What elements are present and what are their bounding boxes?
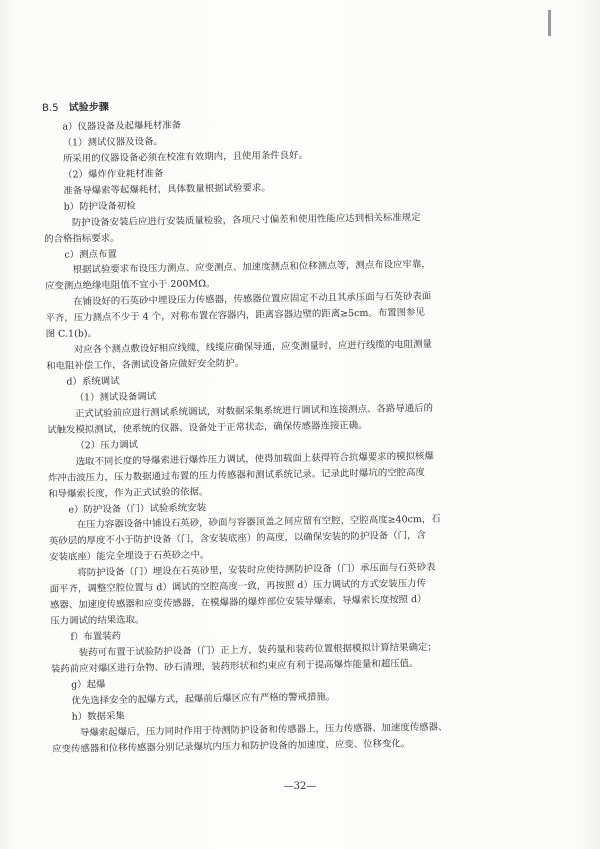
text-line: e）防护设备（门）试验系统安装 — [68, 501, 207, 516]
paragraph-lines — [42, 113, 497, 757]
text-line: 准备导爆索等起爆耗材，具体数量根据试验要求。 — [63, 182, 271, 197]
text-line: a）仪器设备及起爆耗材准备 — [62, 119, 182, 133]
text-line: （1）测试仪器及设备。 — [62, 136, 164, 149]
text-line: d）系统调试 — [66, 375, 120, 388]
text-line: b）防护设备初检 — [63, 200, 136, 213]
text-line: 在铺设好的石英砂中埋设压力传感器，传感器位置应固定不动且其承压面与石英砂表面 — [73, 291, 432, 308]
section-title: 试验步骤 — [68, 101, 109, 114]
scan-artifact-mark — [548, 10, 551, 36]
text-line: 在压力容器设备中铺设石英砂，砂面与容器顶盖之间应留有空腔，空腔高度≥40cm，石 — [76, 514, 441, 531]
text-line: 优先选择安全的起爆方式，起爆前后爆区应有严格的警戒措施。 — [71, 691, 336, 707]
section-number: B.5 — [42, 102, 59, 114]
text-line: 试触发模拟测试，使系统的仪器、设备处于正常状态，确保传感器连接正确。 — [47, 419, 368, 436]
text-line: 选取不同长度的导爆索进行爆炸压力调试，使得加载面上获得符合抗爆要求的模拟核爆 — [75, 450, 434, 468]
text-line: 正式试验前应进行测试系统调试，对数据采集系统进行调试和连接测点、各路导通后的 — [74, 402, 434, 420]
text-line: g）起爆 — [71, 678, 106, 691]
text-line: （2）压力调试 — [75, 439, 139, 452]
text-line: 和导爆索长度，作为正式试验的依据。 — [48, 485, 209, 500]
text-line: 面平齐，调整空腔位置与 d）调试的空腔高度一致，再按照 d）压力调试的方式安装压力传 — [49, 578, 427, 596]
text-line: （2）爆炸作业耗材准备 — [63, 167, 164, 181]
text-line: h）数据采集 — [71, 710, 125, 723]
text-line: 应变传感器和位移传感器分别记录爆坑内压力和防护设备的加速度、应变、位移变化。 — [52, 737, 411, 755]
text-line: 感器、加速度传感器和应变传感器，在模爆器的爆炸部位安装导爆索，导爆索长度按照 d） — [49, 594, 427, 612]
text-line: 根据试验要求布设压力测点、应变测点、加速度测点和位移测点等，测点布设应牢靠， — [72, 259, 431, 276]
text-line: 安装底座）能完全埋设于石英砂之中。 — [49, 549, 210, 564]
text-line: 装药可布置于试验防护设备（门）正上方，装药量和装药位置根据模拟计算结果确定； — [78, 641, 437, 659]
text-line: （1）测试设备调试 — [74, 391, 157, 404]
document-body — [42, 93, 497, 757]
text-line: 图 C.1(b)。 — [45, 328, 98, 341]
text-line: 应变测点绝缘电阻值不宜小于 200MΩ。 — [44, 278, 216, 293]
text-line: 英砂层的厚度不小于防护设备（门，含安装底座）的高度，以确保安装的防护设备（门，含 — [48, 530, 426, 548]
text-line: 防护设备安装后应进行安装质量检验，各项尺寸偏差和使用性能应达到相关标准规定 — [71, 211, 421, 229]
text-line: 的合格指标要求。 — [44, 232, 120, 245]
text-line: c）测点布置 — [64, 248, 117, 261]
text-line: 对应各个测点敷设好相应线缆，线缆应确保导通，应变测量时，应进行线缆的电阻测量 — [73, 339, 433, 356]
text-line: 平齐，压力测点不少于 4 个，对称布置在容器内，距离容器边壁的距离≥5cm。布置图参见 — [45, 307, 426, 325]
text-line: 装药前应对爆区进行杂物、砂石清理，装药形状和约束应有利于提高爆炸能量和超压值。 — [50, 658, 419, 675]
text-line: 将防护设备（门）埋设在石英砂里，安装时应使待测防护设备（门）承压面与石英砂表 — [77, 562, 436, 579]
text-line: 炸冲击波压力，压力数据通过布置的压力传感器和测试系统记录。记录此时爆坑的空腔高度 — [47, 466, 425, 484]
page-number: —32— — [283, 781, 317, 792]
text-line: 所采用的仪器设备必须在校准有效期内，且使用条件良好。 — [62, 149, 309, 165]
text-line: 压力调试的结果选取。 — [50, 614, 145, 627]
text-line: 和电阻补偿工作，各测试设备应做好安全防护。 — [46, 357, 245, 373]
text-line: f）布置装药 — [70, 630, 122, 643]
text-line: 导爆索起爆后，压力同时作用于待测防护设备和传感器上，压力传感器、加速度传感器、 — [79, 721, 448, 739]
